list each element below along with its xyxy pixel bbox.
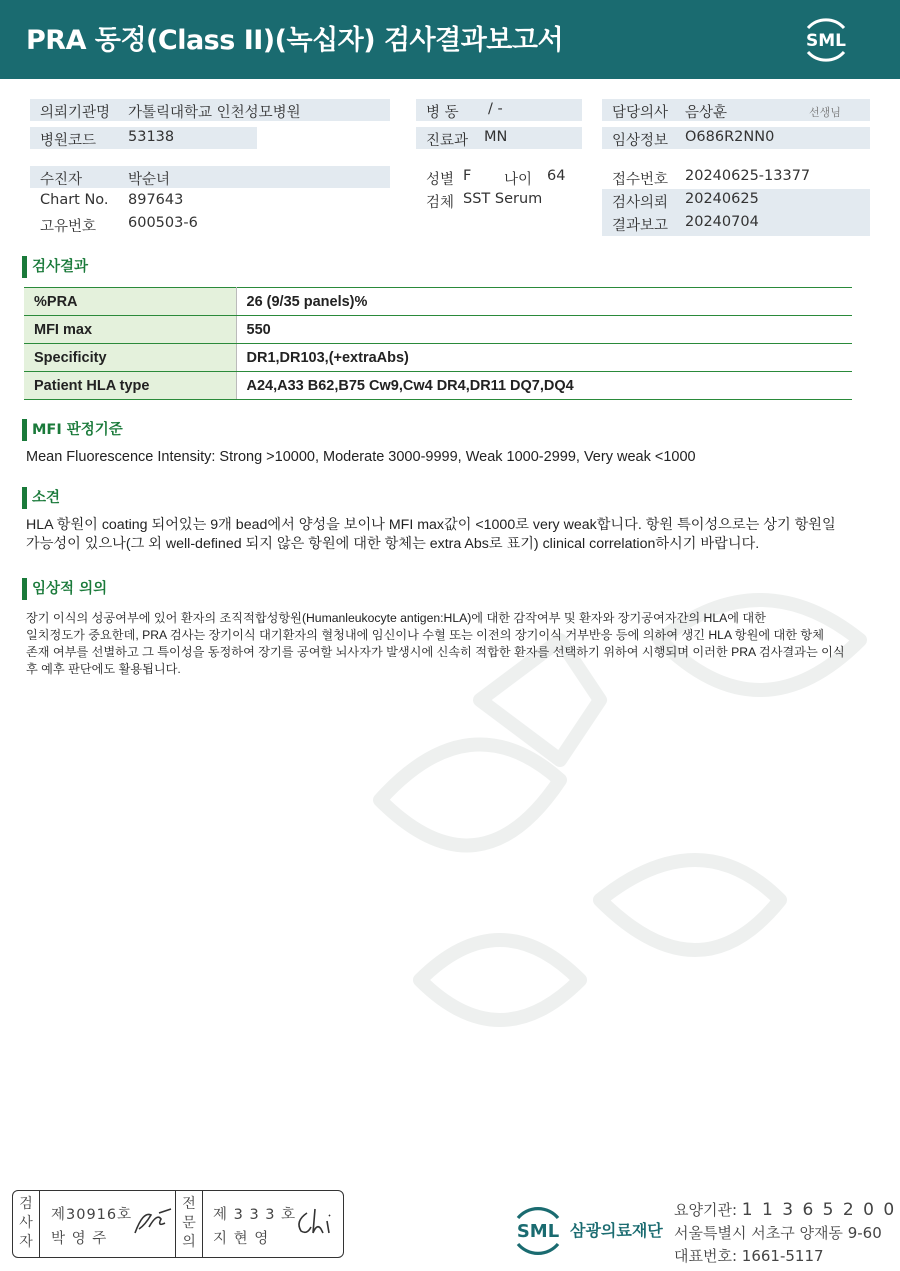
specialist-label: 전 문 의 bbox=[182, 1196, 196, 1250]
phone-line bbox=[674, 1245, 824, 1266]
age-label: 나이 bbox=[504, 172, 533, 188]
report-header bbox=[0, 0, 900, 79]
doctor-suffix: 선생님 bbox=[809, 106, 841, 119]
unique-no-value: 600503-6 bbox=[128, 215, 198, 231]
patient-value: 박순녀 bbox=[128, 172, 171, 188]
opinion-heading: 소견 bbox=[22, 487, 60, 509]
doctor-label: 담당의사 bbox=[612, 105, 669, 121]
ward-value: / - bbox=[488, 101, 503, 117]
examiner-no: 제30916호 bbox=[51, 1207, 133, 1223]
clinical-info-label: 임상정보 bbox=[612, 133, 669, 149]
results-table bbox=[24, 287, 852, 400]
sex-age-field bbox=[416, 166, 586, 188]
examiner-signature bbox=[131, 1205, 177, 1239]
receipt-label: 접수번호 bbox=[612, 172, 669, 188]
clinical-line-3: 존재 여부를 선별하고 그 특이성을 동정하여 장기를 공여할 뇌사자가 발생시에 신속히 적합한 환자를 선택하기 위하여 시행되며 이러한 PRA 검사결과는 이식 bbox=[26, 645, 845, 659]
dept-field bbox=[416, 127, 582, 149]
request-value: 20240625 bbox=[685, 191, 759, 207]
request-label: 검사의뢰 bbox=[612, 195, 669, 211]
age-value: 64 bbox=[547, 168, 566, 184]
hospital-code-field bbox=[30, 127, 257, 149]
examiner-name: 박 영 주 bbox=[51, 1231, 108, 1247]
report-label: 결과보고 bbox=[612, 218, 669, 234]
report-value: 20240704 bbox=[685, 214, 759, 230]
specimen-label: 검체 bbox=[426, 195, 455, 211]
opinion-text bbox=[26, 516, 836, 554]
specimen-value: SST Serum bbox=[463, 191, 543, 207]
sml-foundation-logo-text: SML bbox=[516, 1221, 560, 1242]
chart-no-label: Chart No. bbox=[40, 192, 109, 208]
receipt-field bbox=[602, 166, 870, 188]
result-key: Patient HLA type bbox=[24, 372, 236, 400]
institution-label: 의뢰기관명 bbox=[40, 105, 111, 121]
receipt-value: 20240625-13377 bbox=[685, 168, 811, 184]
table-row bbox=[24, 372, 852, 400]
report-title: PRA 동정(Class II)(녹십자) 검사결과보고서 bbox=[26, 25, 564, 56]
mfi-heading: MFI 판정기준 bbox=[22, 419, 123, 441]
result-key: Specificity bbox=[24, 344, 236, 372]
chart-no-field bbox=[30, 190, 390, 212]
clinical-text bbox=[26, 610, 845, 678]
ward-field bbox=[416, 99, 582, 121]
examiner-label: 검 사 자 bbox=[19, 1196, 33, 1250]
signature-box bbox=[12, 1190, 344, 1258]
hospital-code-label: 병원코드 bbox=[40, 133, 97, 149]
ward-label: 병 동 bbox=[426, 105, 459, 121]
hospital-code-value: 53138 bbox=[128, 129, 175, 145]
table-row bbox=[24, 288, 852, 316]
chart-no-value: 897643 bbox=[128, 192, 184, 208]
sex-value: F bbox=[463, 168, 472, 184]
institution-code-line bbox=[674, 1199, 896, 1220]
sml-logo bbox=[798, 12, 854, 68]
result-value: 26 (9/35 panels)% bbox=[236, 288, 852, 316]
phone-label: 대표번호: bbox=[674, 1247, 738, 1265]
results-heading: 검사결과 bbox=[22, 256, 88, 278]
doctor-field bbox=[602, 99, 870, 121]
result-value: A24,A33 B62,B75 Cw9,Cw4 DR4,DR11 DQ7,DQ4 bbox=[236, 372, 852, 400]
institution-field bbox=[30, 99, 390, 121]
clinical-heading: 임상적 의의 bbox=[22, 578, 107, 600]
sml-logo-text: SML bbox=[806, 31, 846, 51]
table-row bbox=[24, 316, 852, 344]
specialist-no: 제 3 3 3 호 bbox=[213, 1207, 297, 1223]
patient-label: 수진자 bbox=[40, 172, 83, 188]
clinical-line-2: 일치정도가 중요한데, PRA 검사는 장기이식 대기환자의 혈청내에 임신이나 수혈 또는 이전의 장기이식 거부반응 등에 의하여 생긴 HLA 항원에 대한 항체 bbox=[26, 628, 824, 642]
sml-foundation-logo bbox=[508, 1200, 568, 1260]
clinical-line-4: 후 예후 판단에도 활용됩니다. bbox=[26, 662, 181, 676]
dept-value: MN bbox=[484, 129, 508, 145]
mfi-text: Mean Fluorescence Intensity: Strong >10000, Moderate 3000-9999, Weak 1000-2999, Very weak <1000 bbox=[26, 449, 696, 465]
request-report-field bbox=[602, 189, 870, 236]
result-key: %PRA bbox=[24, 288, 236, 316]
institution-value: 가톨릭대학교 인천성모병원 bbox=[128, 105, 301, 121]
patient-field bbox=[30, 166, 390, 188]
opinion-line-1: HLA 항원이 coating 되어있는 9개 bead에서 양성을 보이나 MFI max값이 <1000로 very weak합니다. 항원 특이성으로는 상기 항원일 bbox=[26, 517, 836, 533]
result-value: DR1,DR103,(+extraAbs) bbox=[236, 344, 852, 372]
address: 서울특별시 서초구 양재동 9-60 bbox=[674, 1224, 882, 1242]
institution-code-label: 요양기관: bbox=[674, 1201, 738, 1219]
dept-label: 진료과 bbox=[426, 133, 469, 149]
specimen-field bbox=[416, 189, 586, 211]
phone: 1661-5117 bbox=[741, 1247, 824, 1265]
institution-code: 1 1 3 6 5 2 0 0 bbox=[741, 1200, 897, 1220]
result-value: 550 bbox=[236, 316, 852, 344]
specialist-signature bbox=[293, 1205, 339, 1239]
unique-no-field bbox=[30, 213, 390, 235]
clinical-info-field bbox=[602, 127, 870, 149]
unique-no-label: 고유번호 bbox=[40, 219, 97, 235]
foundation-name: 삼광의료재단 bbox=[570, 1221, 663, 1240]
doctor-value: 음상훈 bbox=[685, 105, 728, 121]
clinical-line-1: 장기 이식의 성공여부에 있어 환자의 조직적합성항원(Humanleukocyte antigen:HLA)에 대한 감작여부 및 환자와 장기공여자간의 HLA에 대한 bbox=[26, 611, 766, 625]
specialist-name: 지 현 영 bbox=[213, 1231, 270, 1247]
result-key: MFI max bbox=[24, 316, 236, 344]
table-row bbox=[24, 344, 852, 372]
sex-label: 성별 bbox=[426, 172, 455, 188]
opinion-line-2: 가능성이 있으나(그 외 well-defined 되지 않은 항원에 대한 항체는 extra Abs로 표기) clinical correlation하시기 바랍니다. bbox=[26, 536, 760, 552]
clinical-info-value: O686R2NN0 bbox=[685, 129, 775, 145]
